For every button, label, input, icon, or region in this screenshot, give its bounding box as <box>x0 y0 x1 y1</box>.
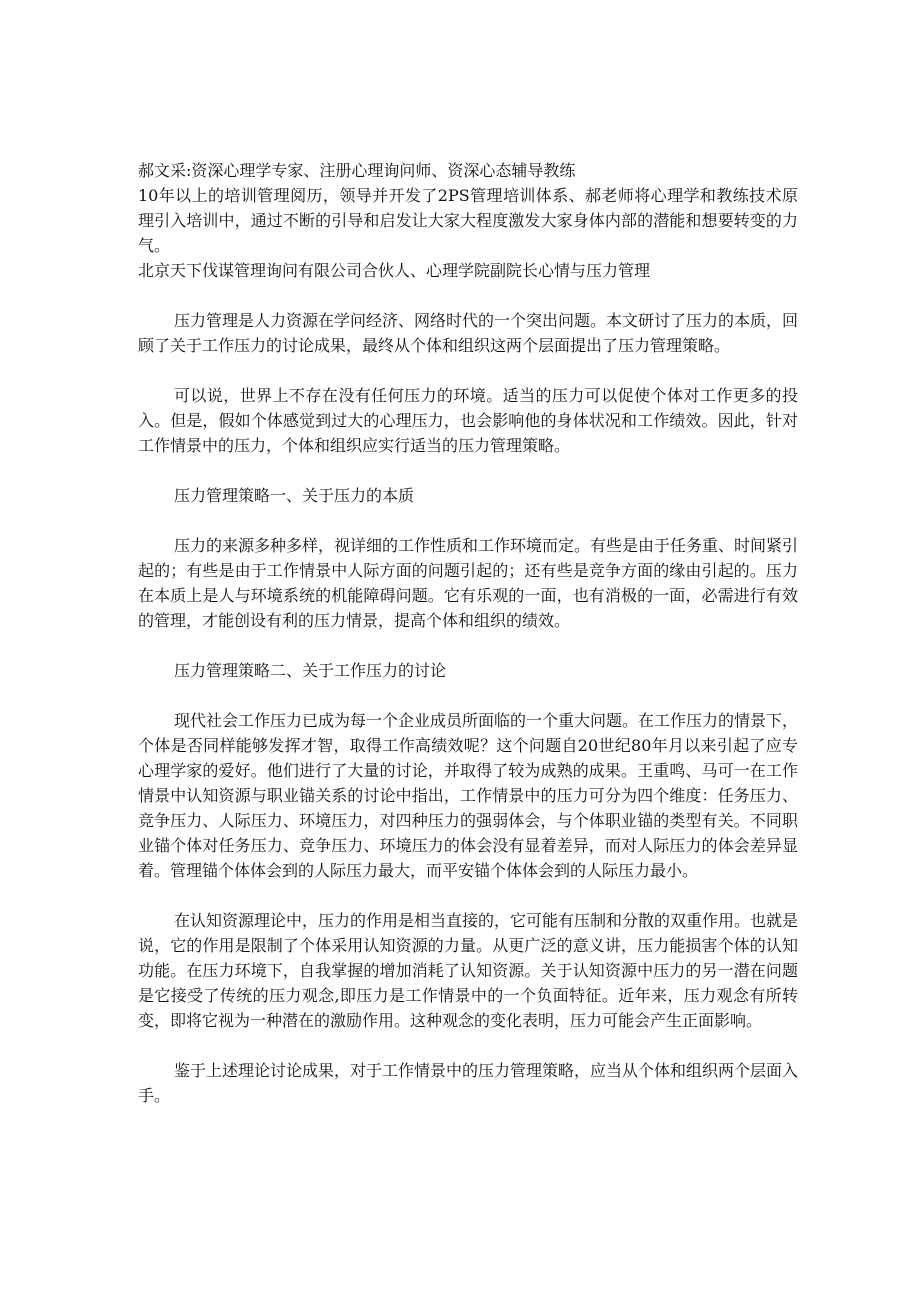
author-line: 郝文采:资深心理学专家、注册心理询问师、资深心态辅导教练 <box>138 161 576 180</box>
company-line: 北京天下伐谋管理询问有限公司合伙人、心理学院副院长心情与压力管理 <box>138 261 651 280</box>
section-heading-1: 压力管理策略一、关于压力的本质 <box>174 486 415 505</box>
section-heading-2: 压力管理策略二、关于工作压力的讨论 <box>174 661 447 680</box>
paragraph-4: 现代社会工作压力已成为每一个企业成员所面临的一个重大问题。在工作压力的情景下，个体是否同样能够发挥才智，取得工作高绩效呢？这个问题自20世纪80年月以来引起了应专心理学家的爱好。他们进行了大量的讨论，并取得了较为成熟的成果。王重鸣、马可一在工作情景中认知资源与职业锚关系的讨论中指出，工作情景中的压力可分为四个维度：任务压力、竞争压力、人际压力、环境压力，对四种压力的强弱体会，与个体职业锚的类型有关。不同职业锚个体对任务压力、竞争压力、环境压力的体会没有显着差异，而对人际压力的体会差异显着。管理锚个体体会到的人际压力最大，而平安锚个体体会到的人际压力最小。 <box>138 711 799 880</box>
author-bio: 10年以上的培训管理阅历，领导并开发了2PS管理培训体系、郝老师将心理学和教练技术原理引入培训中，通过不断的引导和启发让大家大程度激发大家身体内部的潜能和想要转变的力气。 <box>138 186 798 255</box>
paragraph-2: 可以说，世界上不存在没有任何压力的环境。适当的压力可以促使个体对工作更多的投入。但是，假如个体感觉到过大的心理压力，也会影响他的身体状况和工作绩效。因此，针对工作情景中的压力，个体和组织应实行适当的压力管理策略。 <box>138 386 798 455</box>
spacer <box>138 883 798 908</box>
spacer <box>138 283 798 308</box>
paragraph-5: 在认知资源理论中，压力的作用是相当直接的，它可能有压制和分散的双重作用。也就是说，它的作用是限制了个体采用认知资源的力量。从更广泛的意义讲，压力能损害个体的认知功能。在压力环境下，自我掌握的增加消耗了认知资源。关于认知资源中压力的另一潜在问题是它接受了传统的压力观念,即压力是工作情景中的一个负面特征。近年来，压力观念有所转变，即将它视为一种潜在的激励作用。这种观念的变化表明，压力可能会产生正面影响。 <box>138 911 799 1030</box>
spacer <box>138 358 798 383</box>
spacer <box>138 633 798 658</box>
document-page <box>138 158 798 1108</box>
intro-paragraph: 压力管理是人力资源在学问经济、网络时代的一个突出问题。本文研讨了压力的本质，回顾了关于工作压力的讨论成果，最终从个体和组织这两个层面提出了压力管理策略。 <box>138 311 799 355</box>
spacer <box>138 1033 798 1058</box>
paragraph-3: 压力的来源多种多样，视详细的工作性质和工作环境而定。有些是由于任务重、时间紧引起的；有些是由于工作情景中人际方面的问题引起的；还有些是竞争方面的缘由引起的。压力在本质上是人与环境系统的机能障碍问题。它有乐观的一面，也有消极的一面，必需进行有效的管理，才能创设有利的压力情景，提高个体和组织的绩效。 <box>138 536 799 630</box>
paragraph-6: 鉴于上述理论讨论成果，对于工作情景中的压力管理策略，应当从个体和组织两个层面入手。 <box>138 1061 799 1105</box>
spacer <box>138 683 798 708</box>
spacer <box>138 458 798 483</box>
spacer <box>138 508 798 533</box>
